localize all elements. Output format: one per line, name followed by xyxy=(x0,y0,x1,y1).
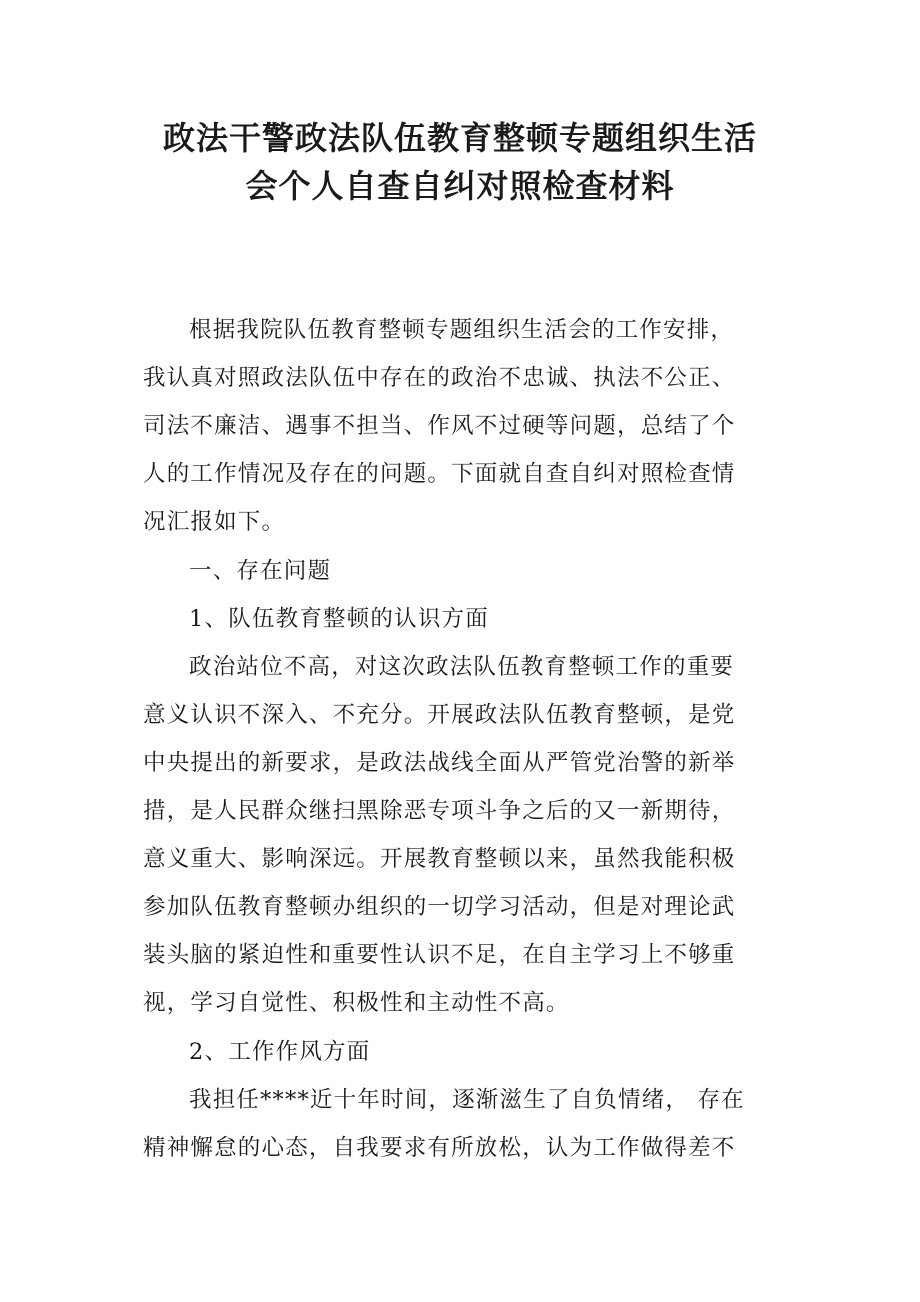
paragraph-line: 意义重大、影响深远。开展教育整顿以来，虽然我能积极 xyxy=(143,846,736,872)
subsection-heading: 1、队伍教育整顿的认识方面 xyxy=(189,606,489,632)
paragraph-line: 况汇报如下。 xyxy=(143,509,286,535)
paragraph-line: 参加队伍教育整顿办组织的一切学习活动，但是对理论武 xyxy=(143,894,736,920)
paragraph-line: 精神懈怠的心态，自我要求有所放松，认为工作做得差不 xyxy=(143,1135,736,1161)
paragraph-line: 我认真对照政法队伍中存在的政治不忠诚、执法不公正、 xyxy=(143,365,736,391)
document-title-line-1: 政法干警政法队伍教育整顿专题组织生活 xyxy=(162,119,757,157)
paragraph-line: 意义认识不深入、不充分。开展政法队伍教育整顿，是党 xyxy=(143,702,736,728)
paragraph-line: 根据我院队伍教育整顿专题组织生活会的工作安排， xyxy=(189,317,735,343)
paragraph-line: 我担任****近十年时间，逐渐滋生了自负情绪， 存在 xyxy=(189,1087,745,1113)
paragraph-line: 视，学习自觉性、积极性和主动性不高。 xyxy=(143,990,570,1016)
paragraph-line: 装头脑的紧迫性和重要性认识不足，在自主学习上不够重 xyxy=(143,942,736,968)
paragraph-line: 司法不廉洁、遇事不担当、作风不过硬等问题，总结了个 xyxy=(143,413,736,439)
paragraph-line: 政治站位不高，对这次政法队伍教育整顿工作的重要 xyxy=(189,654,735,680)
subsection-heading: 2、工作作风方面 xyxy=(189,1039,371,1065)
document-title-line-2: 会个人自查自纠对照检查材料 xyxy=(245,167,675,205)
section-heading: 一、存在问题 xyxy=(189,558,332,584)
paragraph-line: 中央提出的新要求，是政法战线全面从严管党治警的新举 xyxy=(143,750,736,776)
paragraph-line: 人的工作情况及存在的问题。下面就自查自纠对照检查情 xyxy=(143,461,736,487)
paragraph-line: 措，是人民群众继扫黑除恶专项斗争之后的又一新期待， xyxy=(143,798,736,824)
